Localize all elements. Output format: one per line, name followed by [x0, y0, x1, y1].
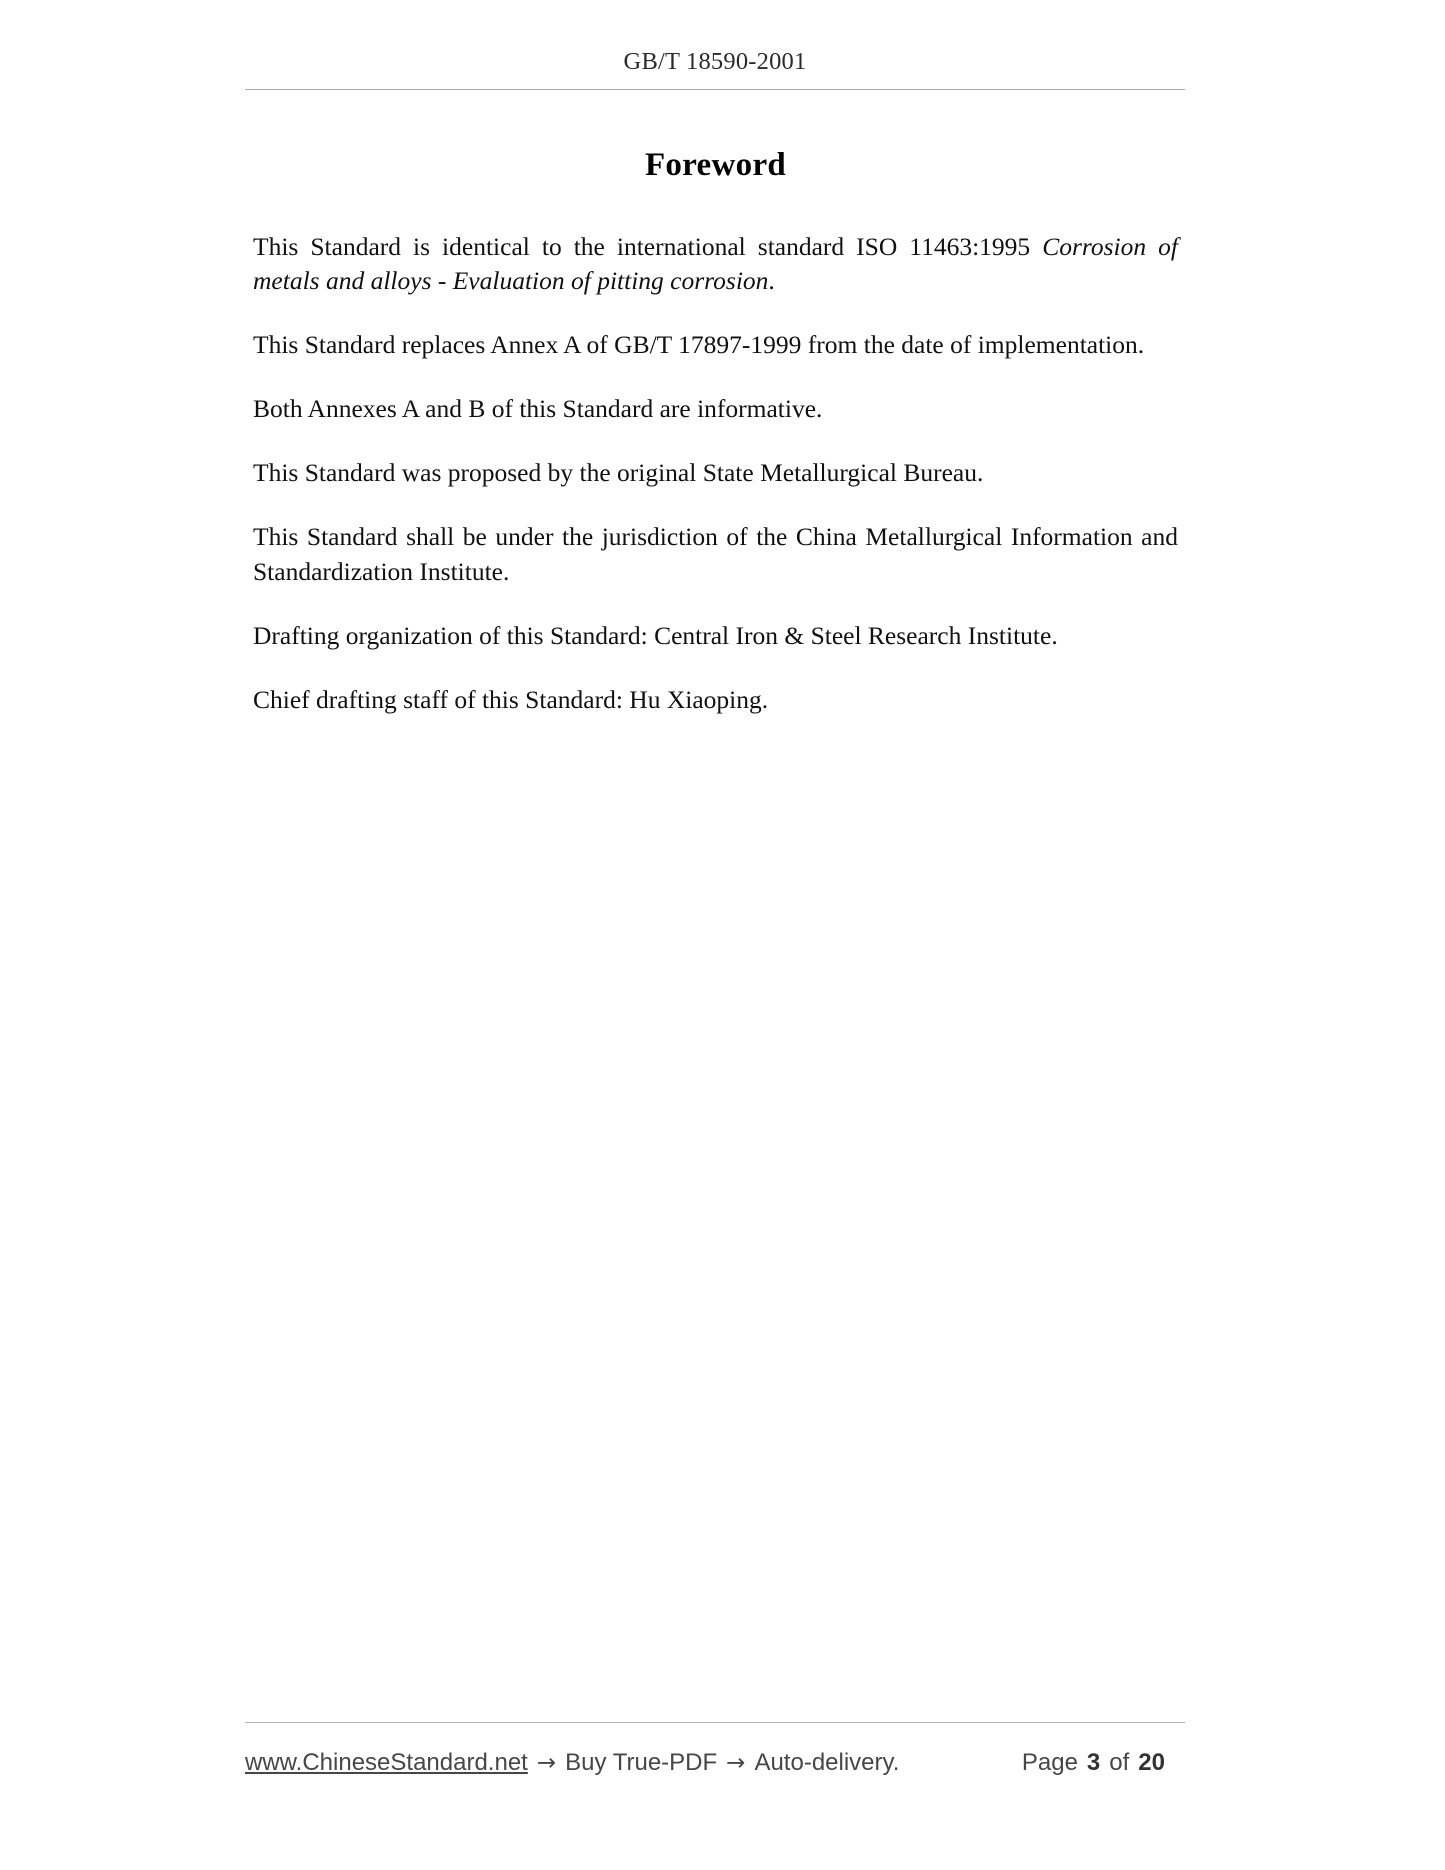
iso-standard-title-italic: Corrosion of metals and alloys - Evaluation of pitting corrosion	[253, 231, 1178, 295]
page-indicator	[1022, 1749, 1185, 1777]
page-header	[245, 48, 1185, 90]
total-page-count: 20	[1138, 1749, 1165, 1776]
paragraph-tail-text: .	[768, 265, 775, 295]
footer-promo	[245, 1749, 899, 1777]
arrow-right-icon-2: →	[726, 1750, 746, 1776]
promo-auto-delivery: Auto-delivery.	[754, 1749, 900, 1776]
page-footer	[245, 1722, 1185, 1777]
website-link[interactable]: www.ChineseStandard.net	[245, 1749, 528, 1776]
paragraph-replaces-annex: This Standard replaces Annex A of GB/T 17897-1999 from the date of implementation.	[253, 329, 1145, 359]
promo-buy-true-pdf: Buy True-PDF	[565, 1749, 718, 1776]
paragraph-jurisdiction: This Standard shall be under the jurisdiction of the China Metallurgical Information and Standardization Institute.	[253, 522, 1178, 586]
document-body	[253, 146, 1178, 717]
page-title: Foreword	[644, 147, 787, 183]
paragraph-annexes-informative: Both Annexes A and B of this Standard are informative.	[253, 394, 823, 424]
header-divider	[245, 89, 1185, 90]
current-page-number: 3	[1086, 1749, 1101, 1776]
standard-number: GB/T 18590-2001	[623, 48, 807, 75]
paragraph-proposed-by: This Standard was proposed by the original State Metallurgical Bureau.	[253, 458, 984, 488]
paragraph-identical-iso	[253, 230, 1178, 298]
paragraph-drafting-organization: Drafting organization of this Standard: Central Iron & Steel Research Institute.	[253, 620, 1058, 650]
footer-content	[245, 1749, 1185, 1777]
paragraph-lead-text: This Standard is identical to the international standard ISO 11463:1995	[253, 231, 1043, 261]
of-label: of	[1109, 1749, 1130, 1776]
footer-divider	[245, 1722, 1185, 1723]
arrow-right-icon: →	[536, 1750, 557, 1776]
page-label: Page	[1021, 1749, 1078, 1776]
paragraph-chief-drafting-staff: Chief drafting staff of this Standard: Hu Xiaoping.	[253, 684, 769, 714]
